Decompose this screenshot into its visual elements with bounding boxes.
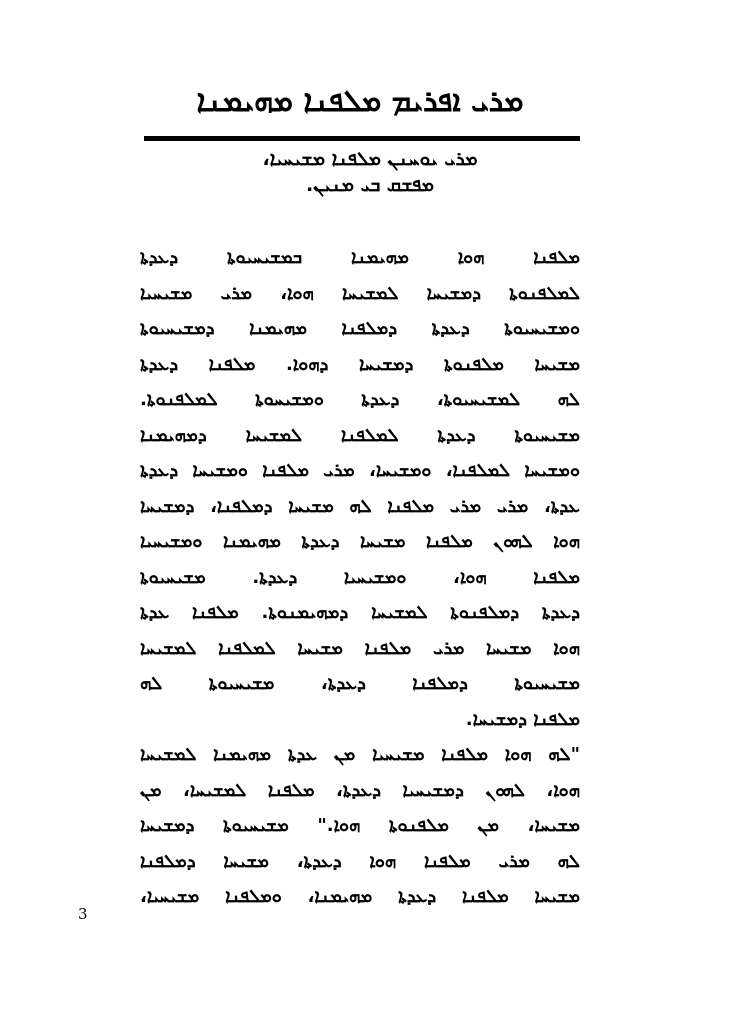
body-line: ܡܫܝܚܐ، ܡܢ ܡܠܦܢܘܬܐ ܗܘܐ." ܡܫܝܚܝܘܬܐ ܕܡܫܝܚܐ (140, 815, 580, 836)
page-title: ܡܪܝ ܐܦܪܝܡ ܡܠܦܢܐ ܡܗܝܡܢܐ (196, 84, 524, 119)
subtitle-line-1: ܡܪܝ ܝܘܚܢܢ ܡܠܦܢܐ ܡܫܝܚܝܐ، (262, 148, 478, 170)
body-line: "ܠܗ ܗܘܐ ܡܠܦܢܐ ܡܫܝܚܝܐ ܡܢ ܥܕܬܐ ܡܗܝܡܢܐ ܠܡܫܝܚܐ (140, 744, 580, 765)
body-line: ܡܠܦܢܐ ܕܡܫܝܚܐ. (465, 708, 580, 730)
body-line: ܘܡܫܝܚܝܘܬܐ ܕܥܕܬܐ ܕܡܠܦܢܐ ܡܗܝܡܢܐ ܕܡܫܝܚܝܘܬܐ (140, 318, 580, 339)
body-line: ܗܘܐ ܡܫܝܚܐ ܡܪܝ ܡܠܦܢܐ ܡܫܝܚܐ ܠܡܠܦܢܐ ܠܡܫܝܚܐ (140, 637, 580, 659)
body-line: ܡܫܝܚܐ ܡܠܦܢܐ ܕܥܕܬܐ ܡܗܝܡܢܐ، ܘܡܠܦܢܐ ܡܫܝܚܝܐ، (140, 886, 580, 907)
page-number: 3 (78, 905, 88, 923)
body-line: ܗܘܐ، ܠܗܘܢ ܕܡܫܝܚܝܐ ܕܥܕܬܐ، ܡܠܦܢܐ ܠܡܫܝܚܐ، ܡܢ (140, 779, 580, 801)
body-line: ܠܡܠܦܢܘܬܐ ܕܡܫܝܚܐ ܠܡܫܝܚܐ ܗܘܐ، ܡܪܝ ܡܫܝܚܝܐ (140, 282, 580, 304)
body-line: ܡܠܦܢܐ ܗܘܐ، ܘܡܫܝܚܝܐ ܕܥܕܬܐ. ܡܫܝܚܝܘܬܐ (140, 566, 580, 588)
body-line: ܠܗ ܠܡܫܝܚܝܘܬܐ، ܕܥܕܬܐ ܘܡܫܝܚܘܬܐ ܠܡܠܦܢܘܬܐ. (140, 389, 580, 410)
body-line: ܠܗ ܡܪܝ ܡܠܦܢܐ ܗܘܐ ܕܥܕܬܐ، ܡܫܝܚܐ ܕܡܠܦܢܐ (140, 850, 580, 872)
body-line: ܡܫܝܚܐ ܡܠܦܢܘܬܐ ܕܡܫܝܚܐ ܕܗܘܐ. ܡܠܦܢܐ ܕܥܕܬܐ (140, 353, 580, 375)
body-line: ܘܡܫܝܚܐ ܠܡܠܦܢܐ، ܘܡܫܝܚܐ، ܡܪܝ ܡܠܦܢܐ ܘܡܫܝܚܐ ܕܥܕܬܐ (140, 460, 580, 481)
body-line: ܡܠܦܢܐ ܗܘܐ ܡܗܝܡܢܐ ܒܡܫܝܚܝܘܬܐ ܕܥܕܬܐ (140, 247, 580, 268)
body-line: ܗܘܐ ܠܗܘܢ ܡܠܦܢܐ ܡܫܝܚܐ ܕܥܕܬܐ ܡܗܝܡܢܐ ܘܡܫܝܚܝܐ (140, 531, 580, 552)
body-line: ܡܫܝܚܝܘܬܐ ܕܡܠܦܢܐ ܕܥܕܬܐ، ܡܫܝܚܝܘܬܐ ܠܗ (140, 673, 580, 694)
subtitle-line-2: ܡܦܫܩ ܒܝ ܡܢܝܢ. (306, 174, 434, 196)
body-line: ܡܫܝܚܝܘܬܐ ܕܥܕܬܐ ܠܡܠܦܢܐ ܠܡܫܝܚܐ ܕܡܗܝܡܢܐ (140, 424, 580, 446)
body-text (140, 240, 580, 915)
body-line: ܕܥܕܬܐ ܕܡܠܦܢܘܬܐ ܠܡܫܝܚܐ ܕܡܗܝܡܢܘܬܐ. ܡܠܦܢܐ ܥܕܬܐ (140, 602, 580, 623)
body-line: ܥܕܬܐ، ܡܪܝ ܡܪܝ ܡܠܦܢܐ ܠܗ ܡܫܝܚܐ ܕܡܠܦܢܐ، ܕܡܫܝܚܐ (140, 495, 580, 517)
title-rule (144, 136, 580, 141)
